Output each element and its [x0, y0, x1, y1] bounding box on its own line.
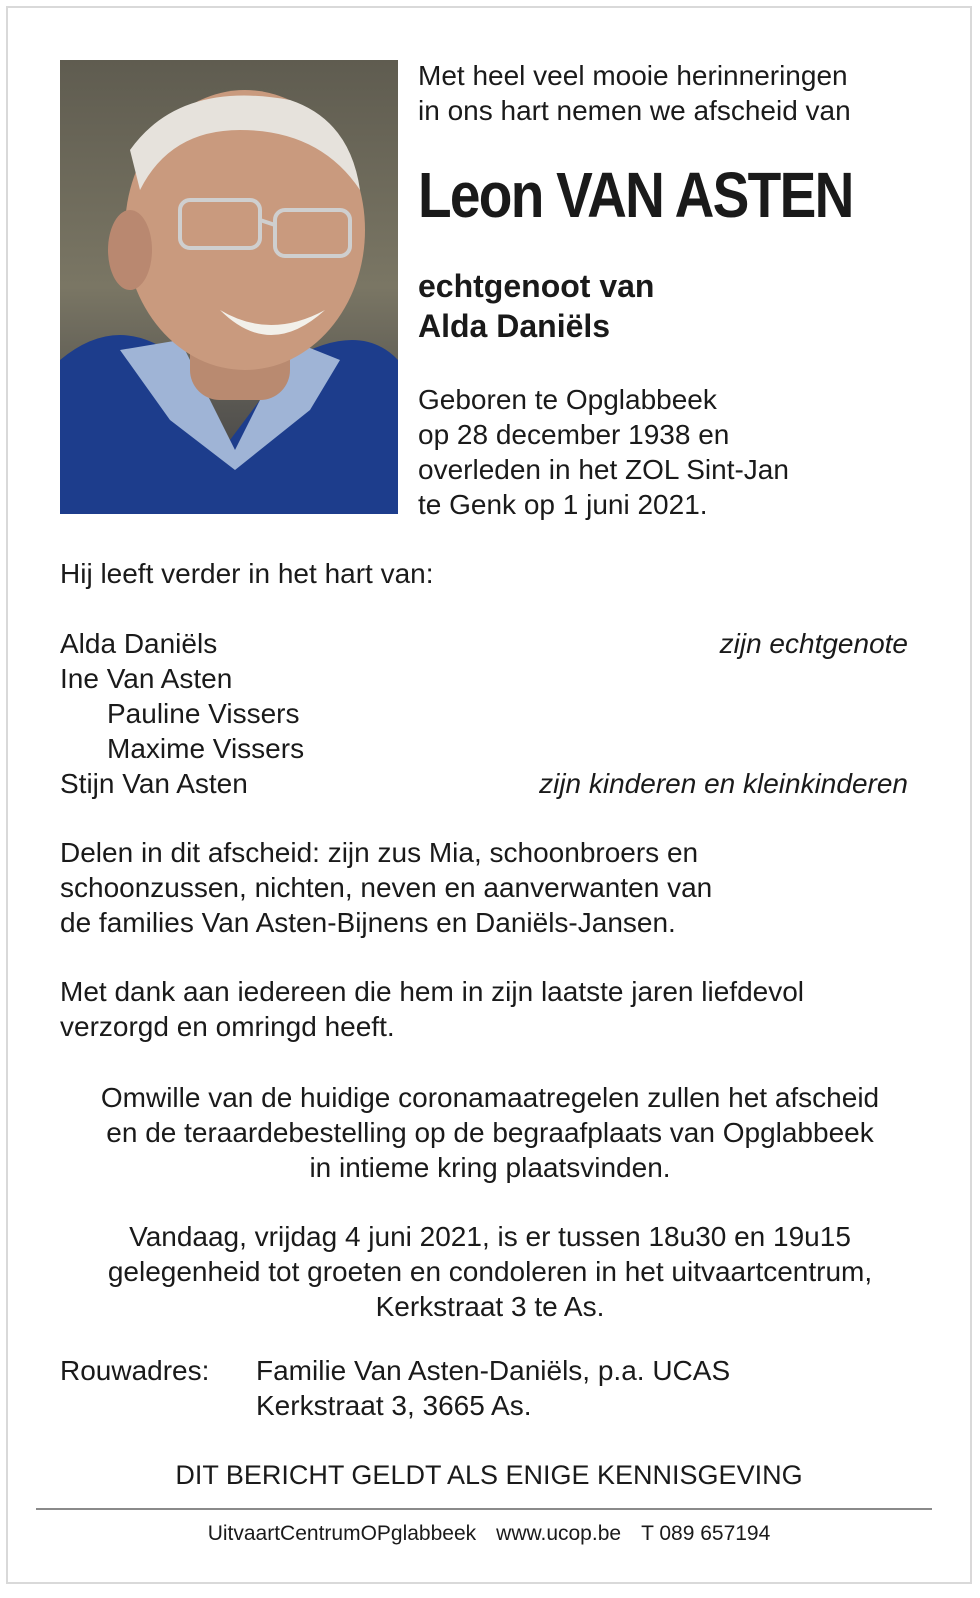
share-line: Delen in dit afscheid: zijn zus Mia, schoonbroers en [60, 837, 699, 868]
address-lines [256, 1353, 730, 1423]
intro-line: Met heel veel mooie herinneringen [418, 60, 848, 91]
relative-row [60, 696, 908, 731]
relative-row [60, 626, 908, 661]
spouse-line: Alda Daniëls [418, 308, 611, 344]
corona-line: en de teraardebestelling op de begraafplaats van Opglabbeek [106, 1117, 874, 1148]
footer-company: UitvaartCentrumOPglabbeek [207, 1522, 477, 1545]
born-line: overleden in het ZOL Sint-Jan [418, 454, 789, 485]
relative-name: Ine Van Asten [60, 663, 233, 694]
deceased-name: Leon VAN ASTEN [418, 159, 853, 231]
lives-on-heading: Hij leeft verder in het hart van: [60, 558, 434, 589]
intro-text [418, 58, 851, 128]
born-line: op 28 december 1938 en [418, 419, 730, 450]
relative-role: zijn kinderen en kleinkinderen [539, 768, 908, 799]
share-line: de families Van Asten-Bijnens en Daniëls-Jansen. [60, 907, 676, 938]
thanks-line: verzorgd en omringd heeft. [60, 1011, 395, 1042]
relative-name: Maxime Vissers [107, 733, 305, 764]
address-line: Familie Van Asten-Daniëls, p.a. UCAS [256, 1355, 731, 1386]
address-label: Rouwadres: [60, 1355, 210, 1386]
footer [8, 1520, 970, 1548]
relative-name: Pauline Vissers [107, 698, 300, 729]
thanks-paragraph [60, 974, 920, 1044]
visit-line: Kerkstraat 3 te As. [375, 1291, 605, 1322]
footer-phone: T 089 657194 [641, 1522, 771, 1545]
footer-website[interactable]: www.ucop.be [496, 1522, 622, 1545]
birth-death-info [418, 382, 789, 522]
relative-name: Stijn Van Asten [60, 768, 248, 799]
share-line: schoonzussen, nichten, neven en aanverwanten van [60, 872, 713, 903]
corona-line: in intieme kring plaatsvinden. [309, 1152, 671, 1183]
relative-row [60, 661, 908, 696]
born-line: te Genk op 1 juni 2021. [418, 489, 708, 520]
visit-line: Vandaag, vrijdag 4 juni 2021, is er tussen 18u30 en 19u15 [129, 1221, 851, 1252]
address-line: Kerkstraat 3, 3665 As. [256, 1390, 532, 1421]
spouse-line: echtgenoot van [418, 268, 655, 304]
corona-line: Omwille van de huidige coronamaatregelen zullen het afscheid [100, 1082, 880, 1113]
relative-row [60, 766, 908, 801]
relative-row [60, 731, 908, 766]
born-line: Geboren te Opglabbeek [418, 384, 717, 415]
intro-line: in ons hart nemen we afscheid van [418, 95, 851, 126]
relatives-list [60, 626, 908, 801]
visit-line: gelegenheid tot groeten en condoleren in het uitvaartcentrum, [107, 1256, 873, 1287]
share-paragraph [60, 835, 920, 940]
obituary-card [6, 6, 972, 1584]
corona-paragraph [50, 1080, 930, 1185]
spouse-info [418, 266, 654, 346]
relative-role: zijn echtgenote [719, 628, 908, 659]
thanks-line: Met dank aan iedereen die hem in zijn laatste jaren liefdevol [60, 976, 805, 1007]
portrait-illustration [60, 60, 398, 514]
official-notice: DIT BERICHT GELDT ALS ENIGE KENNISGEVING [175, 1460, 803, 1490]
visitation-paragraph [50, 1219, 930, 1324]
portrait-photo [60, 60, 398, 514]
footer-divider [36, 1508, 932, 1510]
relative-name: Alda Daniëls [60, 628, 218, 659]
